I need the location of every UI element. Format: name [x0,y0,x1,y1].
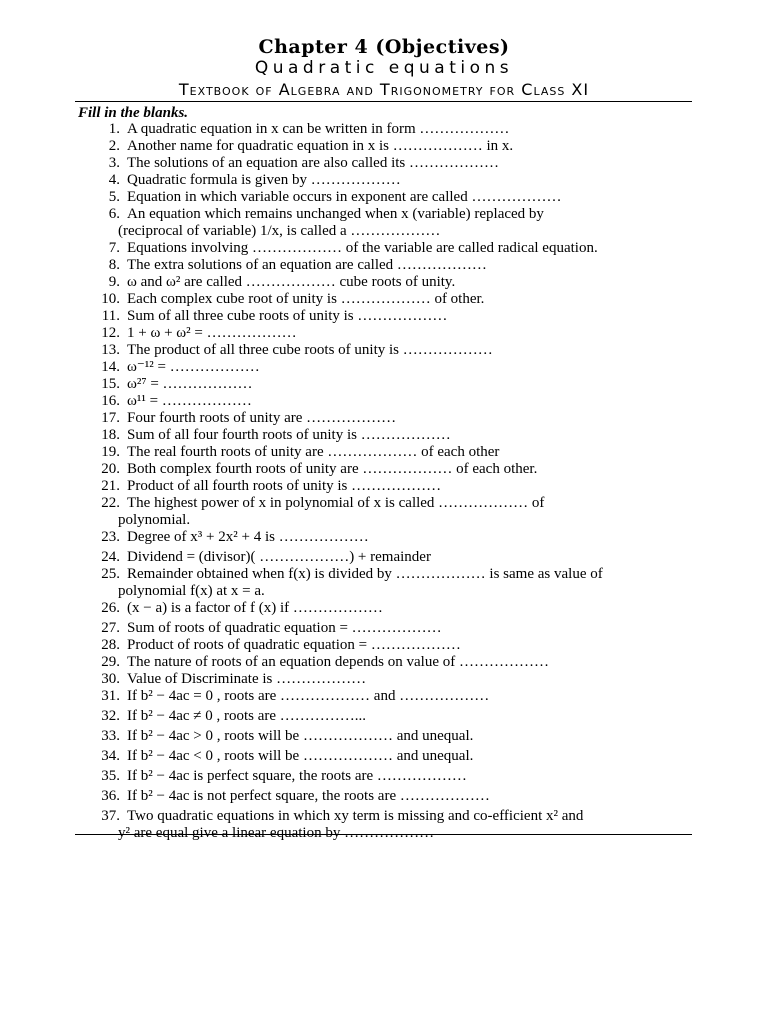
question-item [0,308,768,325]
question-item [0,274,768,291]
question-text: Equations involving ……………… of the variable are called radical equation. [127,240,598,256]
question-number: 31. [101,688,120,704]
book-title: Textbook of Algebra and Trigonometry for Class XI [178,80,590,99]
question-text: Sum of all four fourth roots of unity is ……………… [127,427,451,443]
question-item [0,788,768,805]
question-number: 20. [101,461,120,477]
question-number: 21. [101,478,120,494]
question-number: 37. [101,808,120,824]
question-number: 5. [108,189,120,205]
question-text: Value of Discriminate is ……………… [127,671,367,687]
top-divider [75,101,692,102]
question-item [0,620,768,637]
bottom-divider [75,834,692,835]
question-number: 2. [108,138,120,154]
question-text: A quadratic equation in x can be written in form ……………… [127,121,510,137]
question-item [0,427,768,444]
question-number: 35. [101,768,120,784]
question-number: 6. [108,206,120,222]
chapter-title: Chapter 4 (Objectives) [258,36,510,58]
question-text: ω and ω² are called ……………… cube roots of unity. [127,274,456,290]
question-number: 23. [101,529,120,545]
question-text: ω²⁷ = ……………… [127,376,253,392]
question-number: 10. [101,291,120,307]
question-text: If b² − 4ac = 0 , roots are ……………… and ……………… [127,688,490,704]
question-text: (x − a) is a factor of f (x) if ……………… [127,600,383,616]
question-item [0,708,768,725]
question-number: 17. [101,410,120,426]
question-item [0,342,768,359]
question-number: 22. [101,495,120,511]
question-number: 13. [101,342,120,358]
question-item [0,495,768,512]
question-item [0,155,768,172]
question-continuation: polynomial f(x) at x = a. [118,583,265,599]
question-number: 8. [108,257,120,273]
question-continuation: (reciprocal of variable) 1/x, is called a ……………… [118,223,441,239]
question-number: 14. [101,359,120,375]
question-item [0,728,768,745]
question-number: 33. [101,728,120,744]
question-text: Four fourth roots of unity are ……………… [127,410,397,426]
question-number: 24. [101,549,120,565]
section-heading: Fill in the blanks. [78,105,189,121]
chapter-subtitle: Quadratic equations [254,58,514,78]
question-text: If b² − 4ac > 0 , roots will be ……………… and unequal. [127,728,474,744]
question-text: The product of all three cube roots of unity is ……………… [127,342,493,358]
question-text: Product of all fourth roots of unity is ……………… [127,478,442,494]
question-item [0,566,768,583]
question-item [0,671,768,688]
question-text: The nature of roots of an equation depends on value of ……………… [127,654,549,670]
question-text: The real fourth roots of unity are ……………… of each other [127,444,500,460]
question-number: 36. [101,788,120,804]
question-item [0,189,768,206]
question-text: Both complex fourth roots of unity are ……………… of each other. [127,461,538,477]
question-item [0,600,768,617]
question-item [0,376,768,393]
question-number: 27. [101,620,120,636]
question-text: Two quadratic equations in which xy term is missing and co-efficient x² and [127,808,584,824]
question-item [0,257,768,274]
question-item [0,529,768,546]
question-number: 12. [101,325,120,341]
question-number: 4. [108,172,120,188]
question-item [0,172,768,189]
question-text: Sum of all three cube roots of unity is ……………… [127,308,448,324]
question-item [0,393,768,410]
question-item [0,444,768,461]
question-number: 11. [101,308,120,324]
question-item [0,768,768,785]
question-text: 1 + ω + ω² = ……………… [127,325,297,341]
question-number: 3. [108,155,120,171]
question-number: 9. [108,274,120,290]
question-item [0,206,768,223]
question-text: The solutions of an equation are also called its ……………… [127,155,500,171]
question-number: 26. [101,600,120,616]
question-item [0,748,768,765]
question-number: 19. [101,444,120,460]
question-number: 18. [101,427,120,443]
question-text: An equation which remains unchanged when x (variable) replaced by [127,206,544,222]
question-continuation: polynomial. [118,512,191,528]
question-number: 16. [101,393,120,409]
question-text: Dividend = (divisor)( ………………) + remainder [127,549,431,565]
question-text: If b² − 4ac < 0 , roots will be ……………… and unequal. [127,748,474,764]
question-text: Quadratic formula is given by ……………… [127,172,401,188]
question-text: Another name for quadratic equation in x is ……………… in x. [127,138,514,154]
question-item [0,478,768,495]
question-item [0,461,768,478]
question-text: Remainder obtained when f(x) is divided by ……………… is same as value of [127,566,603,582]
question-number: 32. [101,708,120,724]
question-item [0,359,768,376]
question-item [0,654,768,671]
question-text: Equation in which variable occurs in exponent are called ……………… [127,189,562,205]
question-item [0,637,768,654]
question-item [0,549,768,566]
question-item [0,138,768,155]
question-text: Degree of x³ + 2x² + 4 is ……………… [127,529,369,545]
question-item [0,688,768,705]
question-text: If b² − 4ac ≠ 0 , roots are ……………... [127,708,367,724]
question-number: 15. [101,376,120,392]
question-item [0,808,768,825]
question-number: 7. [108,240,120,256]
question-number: 28. [101,637,120,653]
question-text: ω¹¹ = ……………… [127,393,252,409]
question-text: Product of roots of quadratic equation = ……………… [127,637,461,653]
question-item [0,410,768,427]
question-text: Each complex cube root of unity is ……………… of other. [127,291,485,307]
question-continuation: y² are equal give a linear equation by ……………… [118,825,435,841]
question-text: ω⁻¹² = ……………… [127,359,260,375]
question-item [0,121,768,138]
question-text: The extra solutions of an equation are called ……………… [127,257,487,273]
question-number: 30. [101,671,120,687]
question-list [0,121,768,845]
question-item [0,325,768,342]
question-text: Sum of roots of quadratic equation = ……………… [127,620,442,636]
question-number: 34. [101,748,120,764]
question-number: 25. [101,566,120,582]
question-text: If b² − 4ac is not perfect square, the roots are ……………… [127,788,490,804]
question-text: If b² − 4ac is perfect square, the roots are ……………… [127,768,467,784]
question-text: The highest power of x in polynomial of x is called ……………… of [127,495,545,511]
question-item [0,291,768,308]
question-number: 1. [108,121,120,137]
question-number: 29. [101,654,120,670]
question-item [0,240,768,257]
